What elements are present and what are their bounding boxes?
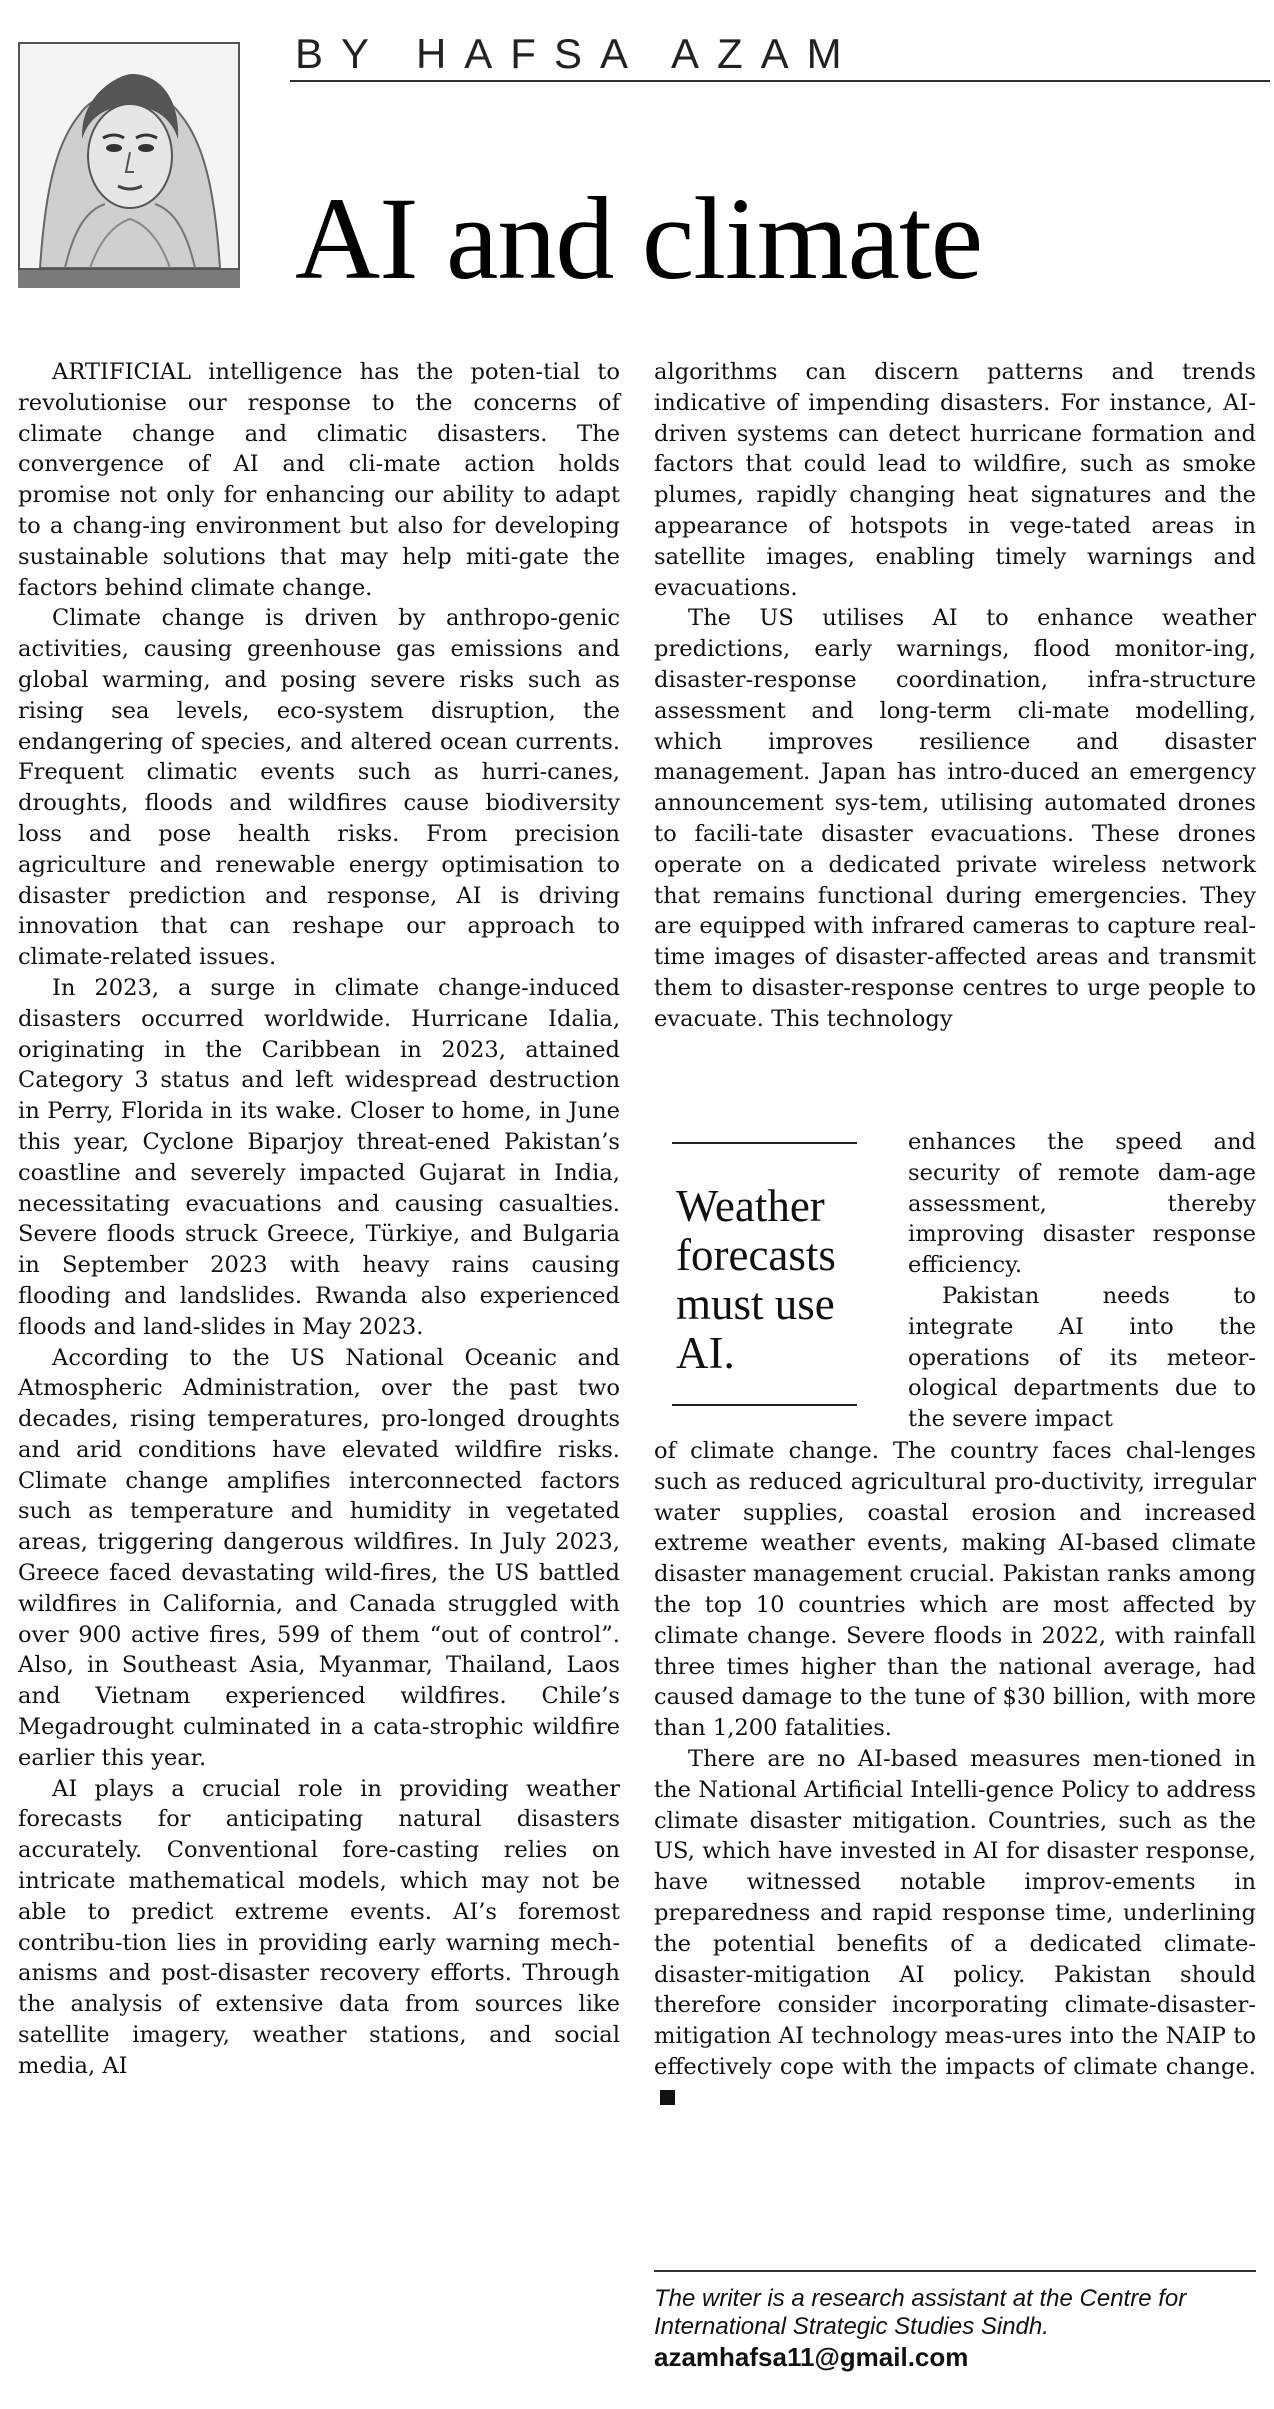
byline-divider (290, 80, 1270, 82)
pull-quote: Weather forecasts must use AI. (676, 1181, 836, 1378)
paragraph: Climate change is driven by anthropo-genic activities, causing greenhouse gas emissions and global warming, and posing severe risks such as rising sea levels, eco-system disruption, the endangering of species, and altered ocean currents. Frequent climatic events such as hurri-canes, droughts, floods and wildfires cause biodiversity loss and pose health risks. From precision agriculture and renewable energy optimisation to disaster prediction and response, AI is driving innovation that can reshape our approach to climate-related issues. (18, 605, 620, 971)
author-note: The writer is a research assistant at the Centre for International Strategic Studies Sindh. (654, 2285, 1187, 2340)
paragraph: In 2023, a surge in climate change-induced disasters occurred worldwide. Hurricane Idalia, originating in the Caribbean in 2023, attained Category 3 status and left widespread destruction in Perry, Florida in its wake. Closer to home, in June this year, Cyclone Biparjoy threat-ened Pakistan’s coastline and severely impacted Gujarat in India, necessitating evacuations and causing casualties. Severe floods struck Greece, Türkiye, and Bulgaria in September 2023 with heavy rains causing flooding and landslides. Rwanda also experienced floods and land-slides in May 2023. (18, 974, 620, 1340)
paragraph: According to the US National Oceanic and Atmospheric Administration, over the past two decades, rising temperatures, pro-longed droughts and arid conditions have elevated wildfire risks. Climate change amplifies interconnected factors such as temperature and humidity in vegetated areas, triggering dangerous wildfires. In July 2023, Greece faced devastating wild-fires, the US battled wildfires in California, and Canada struggled with over 900 active fires, 599 of them “out of control”. Also, in Southeast Asia, Myanmar, Thailand, Laos and Vietnam experienced wildfires. Chile’s Megadrought culminated in a cata-strophic wildfire earlier this year. (18, 1344, 620, 1771)
paragraph: ARTIFICIAL intelligence has the poten-tial to revolutionise our response to the concerns of climate change and climatic disasters. The convergence of AI and cli-mate action holds promise not only for enhancing our ability to adapt to a chang-ing environment but also for developing sustainable solutions that may help miti-gate the factors behind climate change. (18, 359, 620, 601)
paragraph: The US utilises AI to enhance weather predictions, early warnings, flood monitor-ing, disaster-response coordination, infra-structure assessment and long-term cli-mate modelling, which improves resilience and disaster management. Japan has intro-duced an emergency announcement sys-tem, utilising automated drones to facili-tate disaster evacuations. These drones operate on a dedicated private wireless network that remains functional during emergencies. They are equipped with infrared cameras to capture real-time images of disaster-affected areas and transmit them to disaster-response centres to urge people to evacuate. This technology (654, 605, 1256, 1032)
paragraph (654, 1744, 1256, 2114)
byline: BY HAFSA AZAM (295, 30, 860, 77)
end-of-article-icon (660, 2090, 675, 2105)
article-column-right-top (654, 357, 1256, 1035)
final-paragraph-text: There are no AI-based measures men-tioned in the National Artificial Intelli-gence Policy to address climate disaster mitigation. Countries, such as the US, which have invested in AI for disaster response, have witnessed notable improv-ements in preparedness and rapid response time, underlining the potential benefits of a dedicated climate-disaster-mitigation AI policy. Pakistan should therefore consider incorporating climate-disaster-mitigation AI technology meas-ures into the NAIP to effectively cope with the impacts of climate change. (654, 1745, 1256, 2080)
photo-caption-bar (18, 270, 240, 288)
paragraph: AI plays a crucial role in providing weather forecasts for anticipating natural disasters accurately. Conventional fore-casting relies on intricate mathematical models, which may not be able to predict extreme events. AI’s foremost contribu-tion lies in providing early warning mech-anisms and post-disaster recovery efforts. Through the analysis of extensive data from sources like satellite imagery, weather stations, and social media, AI (18, 1775, 620, 2079)
paragraph: of climate change. The country faces chal-lenges such as reduced agricultural pro-ductivity, irregular water supplies, coastal erosion and increased extreme weather events, making AI-based climate disaster management crucial. Pakistan ranks among the top 10 countries which are most affected by climate change. Severe floods in 2022, with rainfall three times higher than the national average, had caused damage to the tune of $30 billion, with more than 1,200 fatalities. (654, 1438, 1256, 1742)
headline: AI and climate (295, 173, 983, 304)
pull-quote-rule-bottom (672, 1404, 857, 1406)
article-column-right-bottom (654, 1436, 1256, 2114)
paragraph: algorithms can discern patterns and trends indicative of impending disasters. For instance, AI-driven systems can detect hurricane formation and factors that could lead to wildfire, such as smoke plumes, rapidly changing heat signatures and the appearance of hotspots in vege-tated areas in satellite images, enabling timely warnings and evacuations. (654, 359, 1256, 601)
paragraph: Pakistan needs to integrate AI into the operations of its meteor-ological departments due to the severe impact (908, 1282, 1256, 1433)
author-photo (18, 42, 240, 270)
pull-quote-rule-top (672, 1142, 857, 1144)
author-portrait-icon (20, 44, 238, 268)
footer-divider (654, 2270, 1256, 2272)
article-column-right-narrow (908, 1127, 1256, 1435)
paragraph: enhances the speed and security of remote dam-age assessment, thereby improving disaster response efficiency. (908, 1129, 1256, 1279)
article-column-left (18, 357, 620, 2082)
author-email: azamhafsa11@gmail.com (654, 2342, 969, 2372)
pull-quote-box (672, 1142, 882, 1407)
